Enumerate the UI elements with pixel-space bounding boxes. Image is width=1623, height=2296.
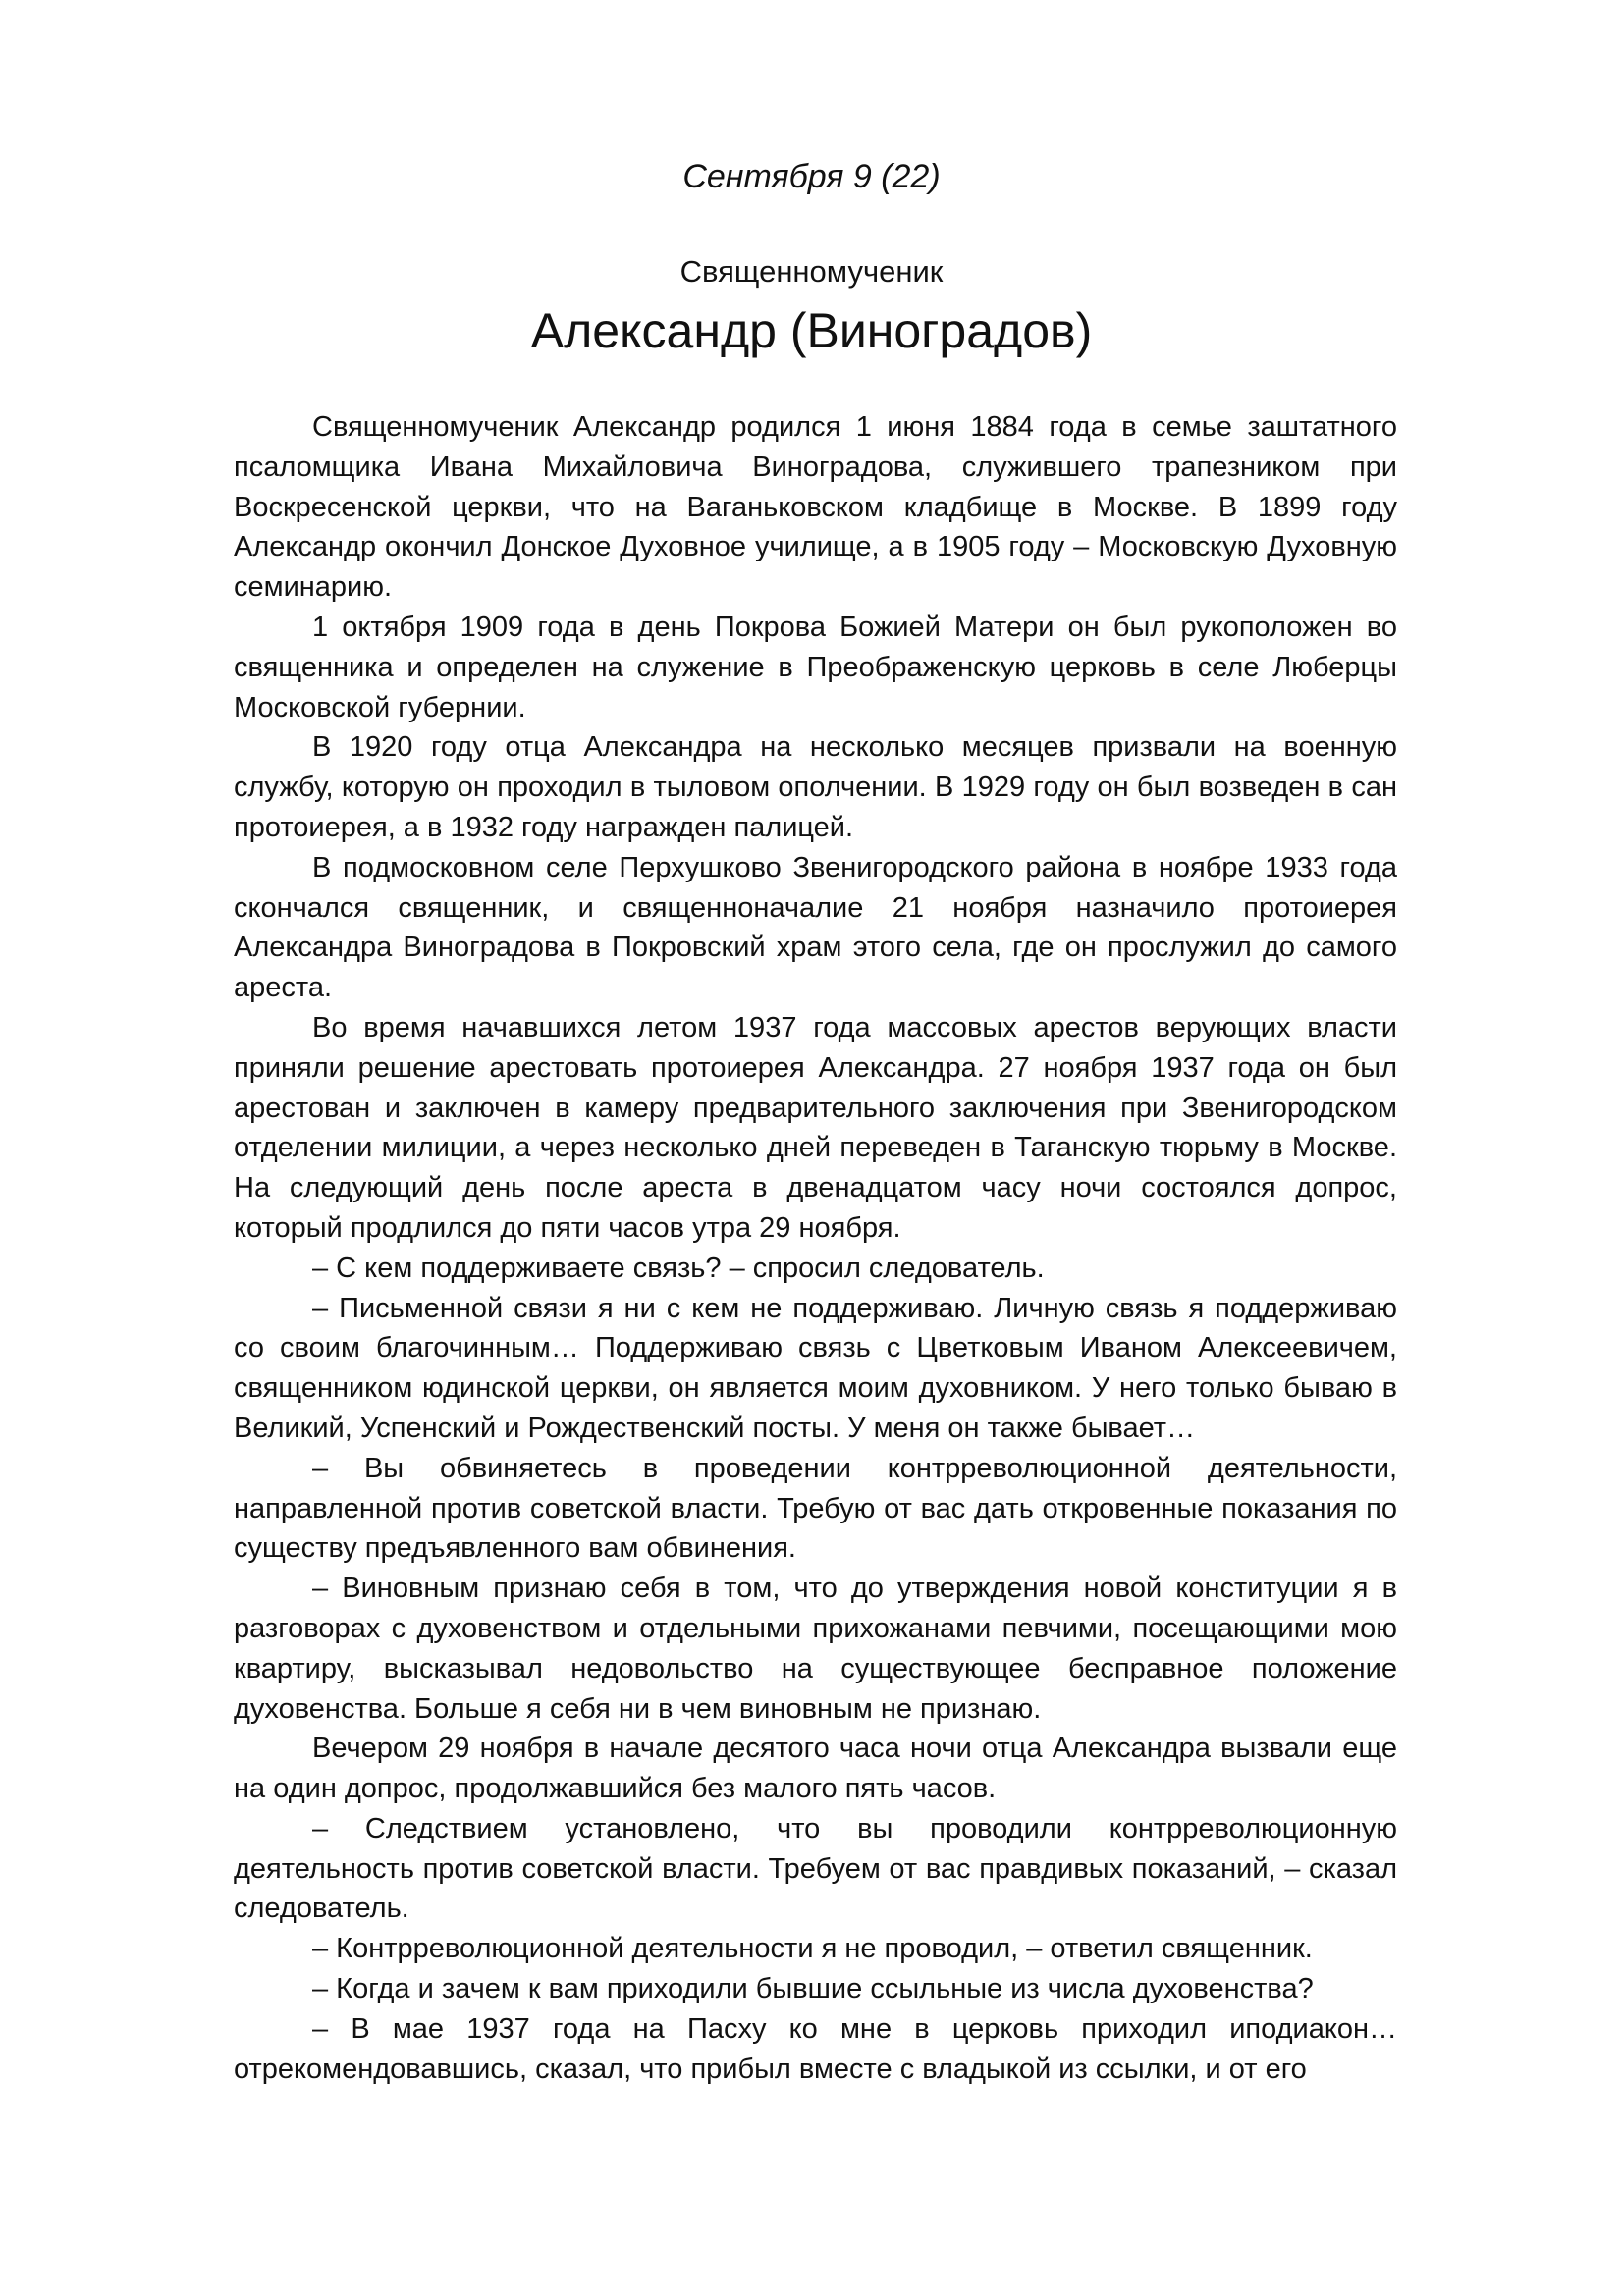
paragraph: – Следствием установлено, что вы проводили контрреволюционную деятельность против советской власти. Требуем от вас правдивых показаний, – сказал следователь. (234, 1812, 1397, 1925)
saint-name-title: Александр (Виноградов) (530, 303, 1093, 358)
paragraph: Во время начавшихся летом 1937 года массовых арестов верующих власти приняли решение арестовать протоиерея Александра. 27 ноября 1937 года он был арестован и заключен в камеру предварительного заключения при Звенигородском отделении милиции, а через несколько дней переведен в Таганскую тюрьму в Москве. На следующий день после ареста в двенадцатом часу ночи состоялся допрос, который продлился до пяти часов утра 29 ноября. (234, 1011, 1397, 1244)
date-heading: Сентября 9 (22) (682, 158, 941, 195)
paragraph: Священномученик Александр родился 1 июня 1884 года в семье заштатного псаломщика Ивана Михайловича Виноградова, служившего трапезником при Воскресенской церкви, что на Ваганьковском кладбище в Москве. В 1899 году Александр окончил Донское Духовное училище, а в 1905 году – Московскую Духовную семинарию. (234, 411, 1397, 604)
paragraph: – Когда и зачем к вам приходили бывшие ссыльные из числа духовенства? (312, 1973, 1314, 2005)
paragraph: 1 октября 1909 года в день Покрова Божией Матери он был рукоположен во священника и определен на служение в Преображенскую церковь в селе Люберцы Московской губернии. (234, 611, 1397, 723)
paragraph: – Вы обвиняетесь в проведении контрреволюционной деятельности, направленной против советской власти. Требую от вас дать откровенные показания по существу предъявленного вам обвинения. (234, 1452, 1397, 1565)
paragraph: – В мае 1937 года на Пасху ко мне в церковь приходил иподиакон… отрекомендовавшись, сказал, что прибыл вместе с владыкой из ссылки, и от его (234, 2012, 1397, 2085)
paragraph: – Виновным признаю себя в том, что до утверждения новой конституции я в разговорах с духовенством и отдельными прихожанами певчими, посещающими мою квартиру, высказывал недовольство на существующее бесправное положение духовенства. Больше я себя ни в чем виновным не признаю. (234, 1573, 1397, 1725)
saint-rank: Священномученик (679, 254, 944, 289)
paragraph: – Контрреволюционной деятельности я не проводил, – ответил священник. (312, 1933, 1313, 1965)
paragraph: Вечером 29 ноября в начале десятого часа ночи отца Александра вызвали еще на один допрос, продолжавшийся без малого пять часов. (234, 1733, 1397, 1805)
paragraph: В 1920 году отца Александра на несколько месяцев призвали на военную службу, которую он проходил в тыловом ополчении. В 1929 году он был возведен в сан протоиерея, а в 1932 году награжден палицей. (234, 731, 1397, 843)
paragraph: – С кем поддерживаете связь? – спросил следователь. (312, 1252, 1045, 1284)
paragraph: В подмосковном селе Перхушково Звенигородского района в ноябре 1933 года скончался священник, и священноначалие 21 ноября назначило протоиерея Александра Виноградова в Покровский храм этого села, где он прослужил до самого ареста. (234, 851, 1397, 1004)
paragraph: – Письменной связи я ни с кем не поддерживаю. Личную связь я поддерживаю со своим благочинным… Поддерживаю связь с Цветковым Иваном Алексеевичем, священником юдинской церкви, он является моим духовником. У него только бываю в Великий, Успенский и Рождественский посты. У меня он также бывает… (234, 1292, 1397, 1444)
body-text (234, 407, 1397, 2089)
